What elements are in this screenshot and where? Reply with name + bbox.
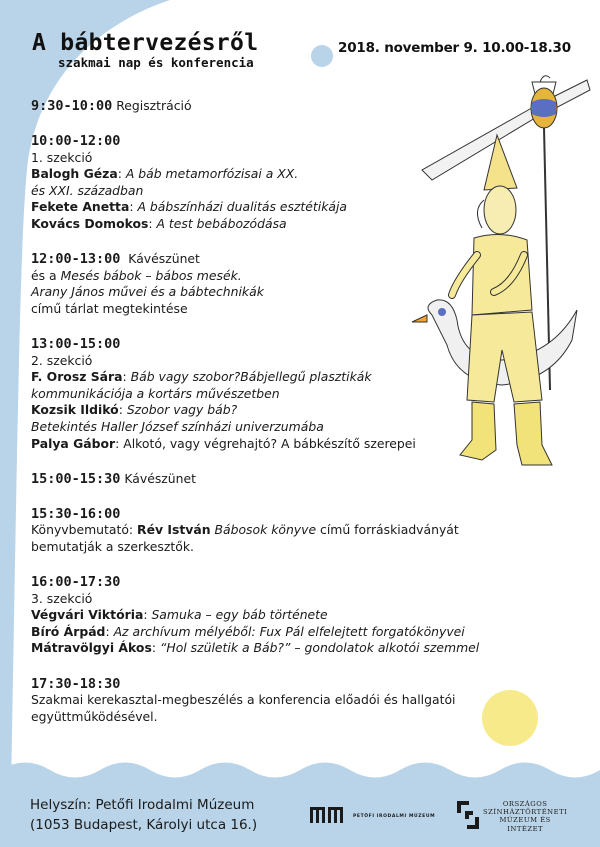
program-block-break-1: 12:00-13:00 Kávészünet és a Mesés bábok – bábos mesék. Arany János művei és a bábtechnikák című tárlat megtekintése: [31, 251, 264, 316]
activity: Kávészünet: [128, 251, 200, 267]
blue-dot: [311, 45, 333, 67]
venue-address: (1053 Budapest, Károlyi utca 16.): [30, 817, 258, 833]
talk-item: Fekete Anetta: A bábszínházi dualitás esztétikája: [31, 199, 348, 215]
book-title: Bábosok könyve: [214, 522, 317, 538]
talk-item: Végvári Viktória: Samuka – egy báb története: [31, 607, 328, 623]
page-subtitle: szakmai nap és konferencia: [58, 55, 254, 70]
talk-item: Kovács Domokos: A test bebábozódása: [31, 216, 287, 232]
talk-title: Samuka – egy báb története: [151, 607, 328, 623]
oszmi-logo-text: ORSZÁGOS SZÍNHÁZTÖRTÉNETI MÚZEUM ÉS INTÉZET: [483, 800, 568, 833]
section-label: 1. szekció: [31, 149, 93, 165]
program-block-break-2: [31, 471, 501, 488]
talk-title: “Hol születik a Báb?”: [159, 640, 291, 656]
oszmi-logo-icon: [455, 799, 481, 831]
talk-item: Mátravölgyi Ákos: “Hol születik a Báb?” – gondolatok alkotói szemmel: [31, 640, 480, 656]
talk-item: Balogh Géza: A báb metamorfózisai a XX.: [31, 166, 299, 182]
program-block-section-3: [31, 574, 501, 657]
talk-title-cont: kommunikációja a kortárs művészetben: [31, 385, 280, 401]
talk-item: Kozsik Ildikó: Szobor vagy báb?: [31, 402, 238, 418]
puppet-boot-right: [514, 402, 552, 465]
exhibition-title: Mesés bábok – bábos mesék.: [60, 267, 242, 283]
talk-item: Palya Gábor: Alkotó, vagy végrehajtó? A bábkészítő szerepei: [31, 435, 416, 451]
speaker-name: Mátravölgyi Ákos: [31, 640, 152, 656]
talk-title: A báb metamorfózisai a XX.: [125, 166, 299, 182]
section-label: 3. szekció: [31, 590, 93, 606]
activity: Kávészünet: [124, 470, 196, 486]
speaker-name: Kovács Domokos: [31, 216, 149, 232]
time-slot: 10:00-12:00: [31, 133, 121, 150]
talk-title: A bábszínházi dualitás esztétikája: [137, 199, 348, 215]
event-date: 2018. november 9. 10.00-18.30: [338, 40, 571, 56]
talk-title: Báb vagy szobor?Bábjellegű plasztikák: [130, 369, 372, 385]
time-slot: 15:30-16:00: [31, 505, 121, 522]
speaker-name: Balogh Géza: [31, 166, 118, 182]
talk-title-cont: Betekintés Haller József színházi univerzumába: [31, 419, 324, 434]
speaker-name: Fekete Anetta: [31, 199, 130, 215]
section-label: 2. szekció: [31, 352, 93, 368]
speaker-name: Palya Gábor: [31, 435, 116, 451]
program-block-book-launch: 15:30-16:00 Könyvbemutató: Rév István Bábosok könyve című forráskiadványát bemutatják a szerkesztők.: [31, 505, 459, 554]
time-slot: 9:30-10:00: [31, 98, 113, 114]
time-slot: 12:00-13:00: [31, 251, 121, 268]
talk-title-cont: és XXI. században: [31, 182, 144, 198]
talk-item: Bíró Árpád: Az archívum mélyéből: Fux Pál elfelejtett forgatókönyvei: [31, 623, 465, 639]
exhibition-subtitle: Arany János művei és a bábtechnikák: [31, 284, 264, 300]
page-title: A bábtervezésről: [32, 30, 259, 56]
time-slot: 16:00-17:30: [31, 574, 121, 591]
time-slot: 13:00-15:00: [31, 336, 121, 353]
venue-name: Helyszín: Petőfi Irodalmi Múzeum: [30, 797, 255, 813]
speaker-name: Bíró Árpád: [31, 623, 106, 639]
speaker-name: F. Orosz Sára: [31, 369, 123, 385]
pim-logo-icon: [310, 803, 350, 827]
program-block-section-1: [31, 133, 501, 233]
speaker-name: Végvári Viktória: [31, 607, 144, 623]
program-block-roundtable: 17:30-18:30 Szakmai kerekasztal-megbeszélés a konferencia előadói és hallgatói együttműködésével.: [31, 675, 456, 724]
time-slot: 15:00-15:30: [31, 470, 121, 487]
program-block-section-2: [31, 336, 501, 452]
program-block-registration: [31, 98, 501, 115]
pim-logo-text: PETŐFI IRODALMI MÚZEUM: [353, 814, 436, 819]
speaker-name: Rév István: [137, 522, 211, 538]
talk-item: F. Orosz Sára: Báb vagy szobor?Bábjellegű plasztikák: [31, 369, 372, 385]
program-list: [31, 98, 501, 744]
talk-title: Az archívum mélyéből: Fux Pál elfelejtett forgatókönyvei: [113, 623, 465, 639]
talk-title: Alkotó, vagy végrehajtó? A bábkészítő szerepei: [123, 435, 416, 451]
talk-title: A test bebábozódása: [156, 216, 287, 232]
speaker-name: Kozsik Ildikó: [31, 402, 119, 418]
venue-info: [30, 795, 257, 835]
talk-title: Szobor vagy báb?: [126, 402, 238, 418]
activity: Regisztráció: [116, 98, 192, 113]
time-slot: 17:30-18:30: [31, 675, 121, 692]
